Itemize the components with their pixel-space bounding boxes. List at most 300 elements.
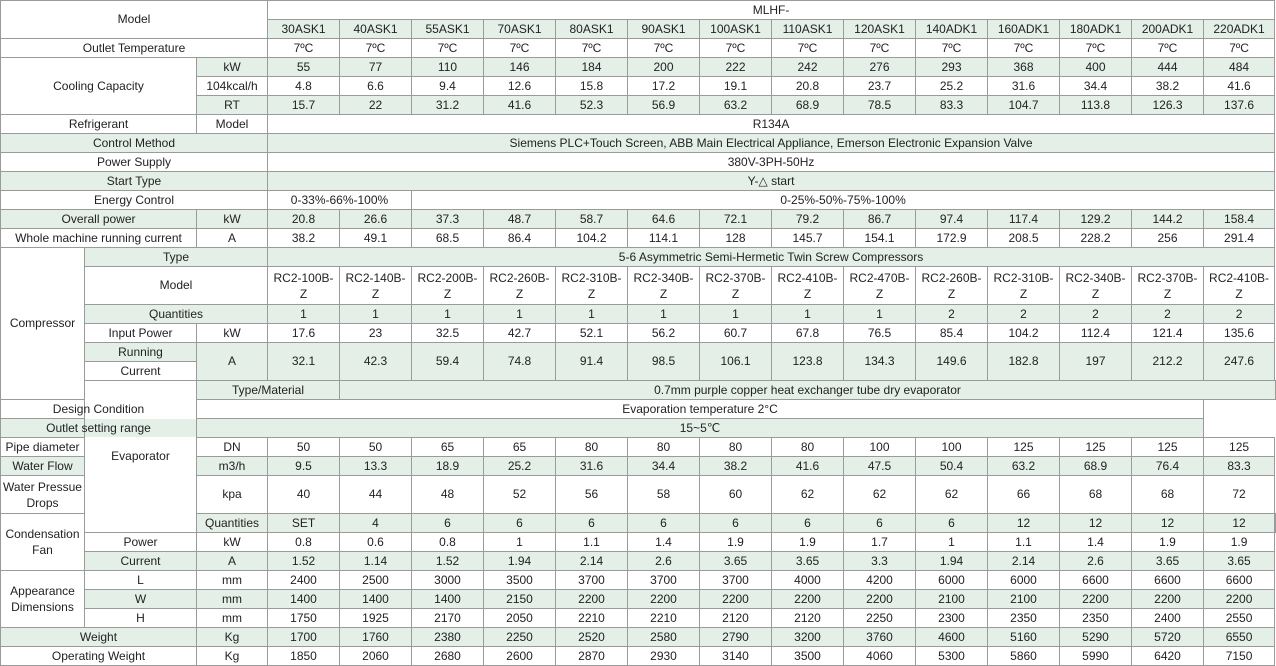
value-cell: 4000	[772, 571, 844, 590]
value-cell: 184	[556, 58, 628, 77]
row-weight-0	[1, 628, 1276, 647]
value-cell: 3.65	[772, 552, 844, 571]
value-cell: 18.9	[412, 457, 484, 476]
unit-cell: mm	[197, 571, 268, 590]
value-cell: 182.8	[988, 343, 1060, 381]
value-cell: 200	[628, 58, 700, 77]
value-cell: 172.9	[916, 229, 988, 248]
value-cell: 1700	[268, 628, 340, 647]
model-cell: 220ADK1	[1204, 20, 1275, 39]
value-cell: 2380	[412, 628, 484, 647]
value-cell: 32.1	[268, 343, 340, 381]
value-cell: 3.3	[844, 552, 916, 571]
value-cell: 4060	[844, 647, 916, 666]
span-value: Y-△ start	[268, 172, 1275, 191]
row-label: Energy Control	[1, 191, 268, 210]
value-cell: 6000	[916, 571, 988, 590]
span-value: Evaporation temperature 2°C	[197, 400, 1204, 419]
value-cell: 7ºC	[988, 39, 1060, 58]
value-cell: 52.1	[556, 324, 628, 343]
value-cell: 3000	[412, 571, 484, 590]
value-cell: 6	[412, 514, 484, 533]
value-cell: 145.7	[772, 229, 844, 248]
value-cell: 2300	[916, 609, 988, 628]
value-cell: 2200	[1060, 590, 1132, 609]
value-cell: 15.8	[556, 77, 628, 96]
value-cell: 1	[340, 305, 412, 324]
compressor-model-cell: RC2-310B-Z	[556, 267, 628, 305]
model-cell: 140ADK1	[916, 20, 988, 39]
value-cell: 44	[340, 476, 412, 514]
value-cell: 1.9	[1132, 533, 1204, 552]
value-cell: 83.3	[916, 96, 988, 115]
value-cell: 3140	[700, 647, 772, 666]
value-cell: 68	[1060, 476, 1132, 514]
value-cell: 6	[628, 514, 700, 533]
value-cell: 2	[988, 305, 1060, 324]
value-cell: 3700	[628, 571, 700, 590]
span-value: 0.7mm purple copper heat exchanger tube dry evaporator	[340, 381, 1276, 400]
value-cell: 38.2	[700, 457, 772, 476]
span-value: 5-6 Asymmetric Semi-Hermetic Twin Screw Compressors	[268, 248, 1275, 267]
row-compressor-qty	[1, 305, 1276, 324]
value-cell: 2120	[700, 609, 772, 628]
unit-cell: A	[197, 552, 268, 571]
unit-cell: kpa	[197, 476, 268, 514]
value-cell: 2150	[484, 590, 556, 609]
value-cell: 2200	[772, 590, 844, 609]
value-cell: 208.5	[988, 229, 1060, 248]
value-cell: 91.4	[556, 343, 628, 381]
span-value: Siemens PLC+Touch Screen, ABB Main Electrical Appliance, Emerson Electronic Expansion Valve	[268, 134, 1275, 153]
value-cell: 25.2	[484, 457, 556, 476]
span-value: R134A	[268, 115, 1275, 134]
value-cell: 2.6	[628, 552, 700, 571]
value-cell: 114.1	[628, 229, 700, 248]
value-cell: 60.7	[700, 324, 772, 343]
model-cell: 200ADK1	[1132, 20, 1204, 39]
value-cell: 1	[700, 305, 772, 324]
value-cell: 2350	[988, 609, 1060, 628]
compressor-model-cell: RC2-340B-Z	[628, 267, 700, 305]
value-cell: 37.3	[412, 210, 484, 229]
value-cell: 5300	[916, 647, 988, 666]
value-cell: 32.5	[412, 324, 484, 343]
value-cell: 68	[1132, 476, 1204, 514]
row-evap-outlet	[1, 419, 1276, 438]
unit-cell: mm	[197, 609, 268, 628]
value-cell: 63.2	[988, 457, 1060, 476]
row-compressor-input	[1, 324, 1276, 343]
value-cell: 68.9	[1060, 457, 1132, 476]
value-cell: 1.9	[772, 533, 844, 552]
value-cell: 68.5	[412, 229, 484, 248]
value-cell: 2200	[628, 590, 700, 609]
value-cell: 55	[268, 58, 340, 77]
value-cell: 1400	[268, 590, 340, 609]
row-label: Power Supply	[1, 153, 268, 172]
value-cell: 7150	[1204, 647, 1275, 666]
row-dim-h	[1, 609, 1276, 628]
value-cell: 2400	[268, 571, 340, 590]
row-label: Weight	[1, 628, 197, 647]
span-value: 380V-3PH-50Hz	[268, 153, 1275, 172]
value-cell: 2250	[844, 609, 916, 628]
row-label: Pipe diameter	[1, 438, 85, 457]
value-cell: 2170	[412, 609, 484, 628]
value-cell: 17.2	[628, 77, 700, 96]
value-cell: 135.6	[1204, 324, 1275, 343]
value-cell: 76.5	[844, 324, 916, 343]
value-cell: 1	[556, 305, 628, 324]
value-cell: 276	[844, 58, 916, 77]
value-cell: 6550	[1204, 628, 1275, 647]
value-cell: 293	[916, 58, 988, 77]
value-cell: 2580	[628, 628, 700, 647]
value-cell: 2100	[988, 590, 1060, 609]
row-label: W	[85, 590, 197, 609]
row-energy-control	[1, 191, 1276, 210]
header-row	[1, 1, 1276, 20]
value-cell: 15.7	[268, 96, 340, 115]
value-cell: 7ºC	[628, 39, 700, 58]
row-label: L	[85, 571, 197, 590]
value-cell: 247.6	[1204, 343, 1275, 381]
row-compressor-model	[1, 267, 1276, 305]
value-cell: 1.1	[556, 533, 628, 552]
row-weight-1	[1, 647, 1276, 666]
row-cooling-kw	[1, 58, 1276, 77]
value-cell: 0.8	[412, 533, 484, 552]
value-cell: 47.5	[844, 457, 916, 476]
compressor-model-cell: RC2-260B-Z	[916, 267, 988, 305]
value-cell: 6	[484, 514, 556, 533]
value-cell: 31.6	[988, 77, 1060, 96]
model-cell: 110ASK1	[772, 20, 844, 39]
value-cell	[1275, 514, 1276, 533]
value-cell: 77	[340, 58, 412, 77]
group-label-cooling: Cooling Capacity	[1, 58, 197, 115]
row-label: Outlet Temperature	[1, 39, 268, 58]
value-cell: 1.9	[1204, 533, 1275, 552]
value-cell: 3700	[700, 571, 772, 590]
value-cell: 5290	[1060, 628, 1132, 647]
value-cell: 1.52	[412, 552, 484, 571]
value-cell: 42.7	[484, 324, 556, 343]
value-cell: 25.2	[916, 77, 988, 96]
value-cell: 56.2	[628, 324, 700, 343]
unit-cell: kW	[197, 210, 268, 229]
value-cell: 31.6	[556, 457, 628, 476]
value-cell: 400	[1060, 58, 1132, 77]
value-cell: 1	[844, 305, 916, 324]
value-cell: 22	[340, 96, 412, 115]
value-cell: 86.7	[844, 210, 916, 229]
row-outlet-temperature	[1, 39, 1276, 58]
value-cell: 1	[268, 305, 340, 324]
value-cell: 1.1	[988, 533, 1060, 552]
value-cell: 2250	[484, 628, 556, 647]
value-cell: 125	[1060, 438, 1132, 457]
value-cell: 58	[628, 476, 700, 514]
compressor-model-cell: RC2-410B-Z	[1204, 267, 1275, 305]
value-cell: 1400	[412, 590, 484, 609]
span-value: 0-33%-66%-100%	[268, 191, 412, 210]
value-cell: 2	[916, 305, 988, 324]
value-cell: 41.6	[1204, 77, 1275, 96]
value-cell: 1	[772, 305, 844, 324]
value-cell: 7ºC	[1132, 39, 1204, 58]
value-cell: 23	[340, 324, 412, 343]
value-cell: 2	[1060, 305, 1132, 324]
value-cell: 48.7	[484, 210, 556, 229]
value-cell: 212.2	[1132, 343, 1204, 381]
unit-cell: kW	[197, 324, 268, 343]
row-evap-type	[1, 381, 1276, 400]
value-cell: 50	[268, 438, 340, 457]
value-cell: 137.6	[1204, 96, 1275, 115]
value-cell: 7ºC	[1204, 39, 1275, 58]
row-label: Current	[85, 552, 197, 571]
value-cell: 2200	[1132, 590, 1204, 609]
value-cell: 2	[1132, 305, 1204, 324]
value-cell: 2100	[916, 590, 988, 609]
value-cell: 23.7	[844, 77, 916, 96]
value-cell: 56.9	[628, 96, 700, 115]
group-label-compressor: Compressor	[1, 248, 85, 400]
value-cell: 20.8	[772, 77, 844, 96]
value-cell: 7ºC	[916, 39, 988, 58]
value-cell: 50	[340, 438, 412, 457]
value-cell: 2680	[412, 647, 484, 666]
compressor-model-cell: RC2-410B-Z	[772, 267, 844, 305]
value-cell: 2060	[340, 647, 412, 666]
value-cell: 50.4	[916, 457, 988, 476]
unit-cell: 104kcal/h	[197, 77, 268, 96]
value-cell: 86.4	[484, 229, 556, 248]
value-cell: 1.52	[268, 552, 340, 571]
value-cell: 49.1	[340, 229, 412, 248]
compressor-model-cell: RC2-370B-Z	[700, 267, 772, 305]
row-label: Whole machine running current	[1, 229, 197, 248]
value-cell: 7ºC	[1060, 39, 1132, 58]
value-cell: 2.6	[1060, 552, 1132, 571]
value-cell: 41.6	[772, 457, 844, 476]
value-cell: 6	[916, 514, 988, 533]
value-cell: 80	[700, 438, 772, 457]
value-cell: 117.4	[988, 210, 1060, 229]
value-cell: 65	[412, 438, 484, 457]
value-cell: 100	[844, 438, 916, 457]
compressor-model-cell: RC2-340B-Z	[1060, 267, 1132, 305]
value-cell: 2200	[556, 590, 628, 609]
compressor-model-cell: RC2-100B-Z	[268, 267, 340, 305]
value-cell: 4600	[916, 628, 988, 647]
value-cell: 123.8	[772, 343, 844, 381]
value-cell: 12	[1132, 514, 1204, 533]
group-label-dimensions: Appearance Dimensions	[1, 571, 85, 628]
value-cell: 79.2	[772, 210, 844, 229]
value-cell: 106.1	[700, 343, 772, 381]
row-label: Overall power	[1, 210, 197, 229]
value-cell: 59.4	[412, 343, 484, 381]
value-cell: 368	[988, 58, 1060, 77]
value-cell: 7ºC	[268, 39, 340, 58]
value-cell: 6.6	[340, 77, 412, 96]
unit-cell: A	[197, 229, 268, 248]
model-cell: 120ASK1	[844, 20, 916, 39]
row-label: Model	[85, 267, 268, 305]
unit-cell: RT	[197, 96, 268, 115]
row-label: Water Pressue Drops	[1, 476, 85, 514]
row-fan-current	[1, 552, 1276, 571]
compressor-model-cell: RC2-310B-Z	[988, 267, 1060, 305]
value-cell: 68.9	[772, 96, 844, 115]
value-cell: 7ºC	[556, 39, 628, 58]
compressor-model-cell: RC2-140B-Z	[340, 267, 412, 305]
value-cell: 2	[1204, 305, 1275, 324]
row-label: Refrigerant	[1, 115, 197, 134]
row-compressor-running	[1, 343, 1276, 362]
unit-cell: SET	[268, 514, 340, 533]
row-label: Design Condition	[1, 400, 197, 419]
value-cell: 0.8	[268, 533, 340, 552]
value-cell: 80	[772, 438, 844, 457]
row-label: Input Power	[85, 324, 197, 343]
value-cell: 121.4	[1132, 324, 1204, 343]
value-cell: 128	[700, 229, 772, 248]
value-cell: 2210	[628, 609, 700, 628]
value-cell: 7ºC	[700, 39, 772, 58]
value-cell: 42.3	[340, 343, 412, 381]
value-cell: 31.2	[412, 96, 484, 115]
value-cell: 1.94	[484, 552, 556, 571]
value-cell: 67.8	[772, 324, 844, 343]
row-label: Operating Weight	[1, 647, 197, 666]
row-9	[1, 210, 1276, 229]
value-cell: 19.1	[700, 77, 772, 96]
row-7	[1, 172, 1276, 191]
value-cell: 2.14	[556, 552, 628, 571]
value-cell: 3500	[484, 571, 556, 590]
row-6	[1, 153, 1276, 172]
model-cell: 180ADK1	[1060, 20, 1132, 39]
value-cell: 144.2	[1132, 210, 1204, 229]
row-compressor-type	[1, 248, 1276, 267]
value-cell: 1	[484, 533, 556, 552]
value-cell: 3760	[844, 628, 916, 647]
model-cell: 70ASK1	[484, 20, 556, 39]
value-cell: 7ºC	[340, 39, 412, 58]
value-cell: 1400	[340, 590, 412, 609]
compressor-model-cell: RC2-200B-Z	[412, 267, 484, 305]
model-cell: 80ASK1	[556, 20, 628, 39]
span-value: 0-25%-50%-75%-100%	[412, 191, 1275, 210]
value-cell: 64.6	[628, 210, 700, 229]
value-cell: 72	[1204, 476, 1275, 514]
value-cell: 154.1	[844, 229, 916, 248]
row-dim-l	[1, 571, 1276, 590]
value-cell: 40	[268, 476, 340, 514]
value-cell: 2350	[1060, 609, 1132, 628]
model-cell: 55ASK1	[412, 20, 484, 39]
value-cell: 5860	[988, 647, 1060, 666]
value-cell: 1.14	[340, 552, 412, 571]
value-cell: 62	[844, 476, 916, 514]
value-cell: 291.4	[1204, 229, 1275, 248]
span-value: 15~5℃	[197, 419, 1204, 438]
value-cell: 66	[988, 476, 1060, 514]
row-label: Quantities	[197, 514, 268, 533]
value-cell: 7ºC	[772, 39, 844, 58]
value-cell: 60	[700, 476, 772, 514]
model-cell: 90ASK1	[628, 20, 700, 39]
group-label-fan: Condensation Fan	[1, 514, 85, 571]
value-cell: 5160	[988, 628, 1060, 647]
value-cell: 52.3	[556, 96, 628, 115]
row-label: Water Flow	[1, 457, 85, 476]
value-cell: 2200	[1204, 590, 1275, 609]
model-label-cell: Model	[1, 1, 268, 39]
row-label: H	[85, 609, 197, 628]
value-cell: 26.6	[340, 210, 412, 229]
value-cell: 2500	[340, 571, 412, 590]
value-cell: 6000	[988, 571, 1060, 590]
value-cell: 2600	[484, 647, 556, 666]
value-cell: 197	[1060, 343, 1132, 381]
value-cell: 104.7	[988, 96, 1060, 115]
compressor-model-cell: RC2-470B-Z	[844, 267, 916, 305]
group-label-evaporator: Evaporator	[85, 381, 197, 533]
row-label: Current	[85, 362, 197, 381]
row-label: Type	[85, 248, 268, 267]
value-cell: 1.7	[844, 533, 916, 552]
value-cell: 158.4	[1204, 210, 1275, 229]
row-label: Power	[85, 533, 197, 552]
value-cell: 3500	[772, 647, 844, 666]
value-cell: 80	[628, 438, 700, 457]
value-cell: 78.5	[844, 96, 916, 115]
value-cell: 97.4	[916, 210, 988, 229]
compressor-model-cell: RC2-260B-Z	[484, 267, 556, 305]
value-cell: 7ºC	[412, 39, 484, 58]
value-cell: 5720	[1132, 628, 1204, 647]
value-cell: 125	[988, 438, 1060, 457]
value-cell: 6600	[1204, 571, 1275, 590]
unit-cell: Kg	[197, 628, 268, 647]
value-cell: 4	[340, 514, 412, 533]
value-cell: 6	[772, 514, 844, 533]
value-cell: 6600	[1060, 571, 1132, 590]
value-cell: 76.4	[1132, 457, 1204, 476]
value-cell: 72.1	[700, 210, 772, 229]
value-cell: 129.2	[1060, 210, 1132, 229]
value-cell: 7ºC	[844, 39, 916, 58]
value-cell: 3700	[556, 571, 628, 590]
unit-cell: Kg	[197, 647, 268, 666]
value-cell: 1750	[268, 609, 340, 628]
row-label: Quantities	[85, 305, 268, 324]
value-cell: 9.4	[412, 77, 484, 96]
value-cell: 3.65	[1204, 552, 1275, 571]
unit-cell: DN	[197, 438, 268, 457]
value-cell: 2400	[1132, 609, 1204, 628]
value-cell: 62	[916, 476, 988, 514]
value-cell: 6420	[1132, 647, 1204, 666]
value-cell: 228.2	[1060, 229, 1132, 248]
value-cell: 112.4	[1060, 324, 1132, 343]
value-cell: 12	[1060, 514, 1132, 533]
